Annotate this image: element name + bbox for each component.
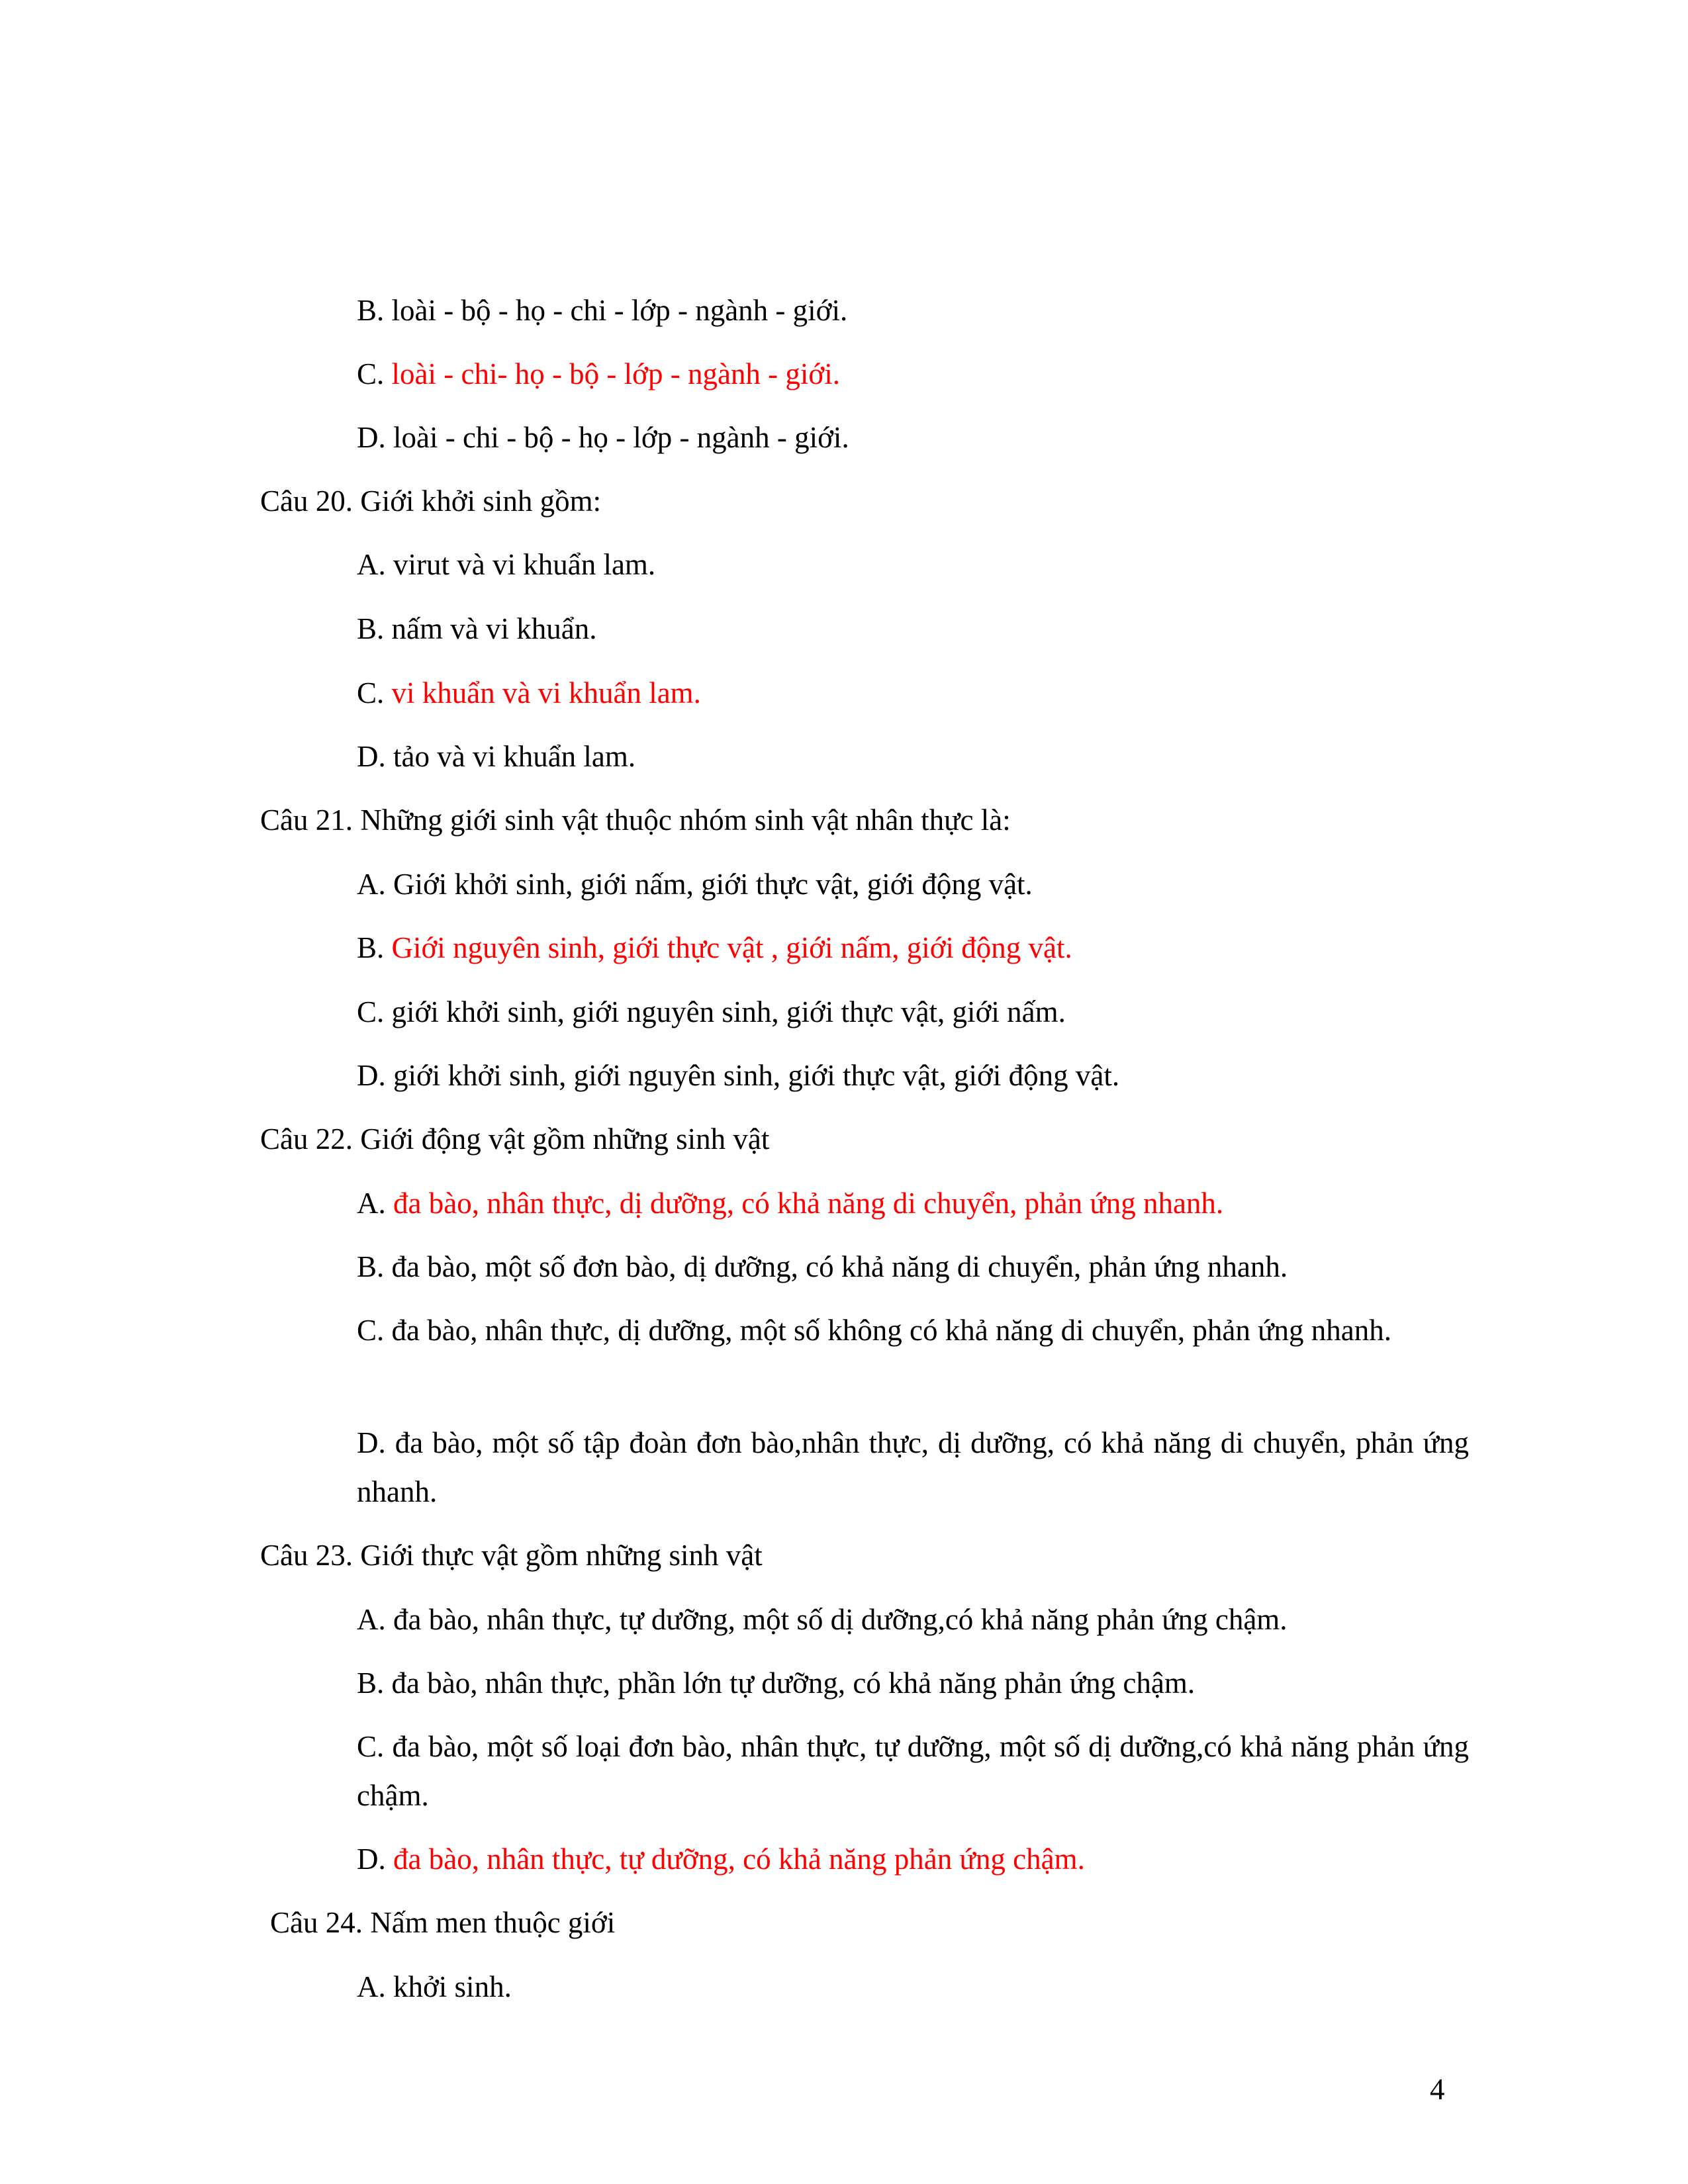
option-text: loài - bộ - họ - chi - lớp - ngành - giới. (391, 294, 848, 327)
option-letter: D. (357, 1843, 386, 1876)
option-text: đa bào, nhân thực, tự dưỡng, một số dị dưỡng,có khả năng phản ứng chậm. (393, 1603, 1288, 1636)
option-letter: A. (357, 1187, 386, 1220)
question-20: Câu 20. Giới khởi sinh gồm: (260, 484, 602, 518)
q21-option-d (357, 1051, 1119, 1100)
option-letter: B. (357, 1250, 385, 1283)
option-letter: C. (357, 1314, 385, 1347)
option-letter: B. (357, 931, 385, 964)
q23-option-b (357, 1659, 1195, 1707)
option-text: đa bào, một số tập đoàn đơn bào,nhân thực, dị dưỡng, có khả năng di chuyển, phản ứng nhanh. (357, 1426, 1469, 1508)
option-letter: B. (357, 294, 385, 327)
option-letter: D. (357, 421, 386, 454)
correct-answer-text: Giới nguyên sinh, giới thực vật , giới nấm, giới động vật. (391, 931, 1072, 964)
correct-answer-text: đa bào, nhân thực, tự dưỡng, có khả năng phản ứng chậm. (393, 1843, 1085, 1876)
question-24: Câu 24. Nấm men thuộc giới (270, 1906, 616, 1939)
q21-option-a (357, 860, 1033, 909)
q21-option-b (357, 923, 1072, 972)
option-letter: A. (357, 868, 386, 901)
option-letter: D. (357, 1426, 386, 1459)
q20-option-a (357, 540, 655, 589)
option-letter: A. (357, 548, 386, 581)
option-letter: C. (357, 995, 385, 1028)
q23-option-a (357, 1595, 1288, 1644)
q20-option-d (357, 732, 635, 781)
option-text: đa bào, một số loại đơn bào, nhân thực, tự dưỡng, một số dị dưỡng,có khả năng phản ứng chậm. (357, 1730, 1469, 1812)
option-text: khởi sinh. (393, 1970, 512, 2003)
option-letter: C. (357, 357, 385, 390)
option-text: virut và vi khuẩn lam. (393, 548, 656, 581)
q22-option-c (357, 1306, 1469, 1355)
option-letter: B. (357, 612, 385, 645)
q24-option-a (357, 1962, 512, 2011)
option-text: đa bào, một số đơn bào, dị dưỡng, có khả năng di chuyển, phản ứng nhanh. (391, 1250, 1288, 1283)
correct-answer-text: loài - chi- họ - bộ - lớp - ngành - giới. (391, 357, 840, 390)
correct-answer-text: đa bào, nhân thực, dị dưỡng, có khả năng di chuyển, phản ứng nhanh. (393, 1187, 1224, 1220)
option-letter: C. (357, 1730, 385, 1763)
option-letter: A. (357, 1603, 386, 1636)
q22-option-d (357, 1418, 1469, 1516)
q19-option-d (357, 413, 849, 462)
option-letter: C. (357, 676, 385, 709)
q22-option-a (357, 1179, 1223, 1228)
option-letter: A. (357, 1970, 386, 2003)
option-letter: D. (357, 740, 386, 773)
q20-option-b (357, 604, 596, 653)
question-22: Câu 22. Giới động vật gồm những sinh vật (260, 1122, 770, 1156)
question-21: Câu 21. Những giới sinh vật thuộc nhóm sinh vật nhân thực là: (260, 803, 1011, 837)
q20-option-c (357, 668, 701, 717)
option-text: tảo và vi khuẩn lam. (393, 740, 636, 773)
question-23: Câu 23. Giới thực vật gồm những sinh vật (260, 1539, 763, 1572)
option-text: giới khởi sinh, giới nguyên sinh, giới thực vật, giới nấm. (391, 995, 1066, 1028)
option-letter: D. (357, 1059, 386, 1092)
q23-option-c (357, 1722, 1469, 1820)
option-letter: B. (357, 1666, 385, 1700)
option-text: loài - chi - bộ - họ - lớp - ngành - giới. (393, 421, 849, 454)
option-text: đa bào, nhân thực, dị dưỡng, một số không có khả năng di chuyển, phản ứng nhanh. (391, 1314, 1391, 1347)
page-number: 4 (1430, 2073, 1445, 2106)
q21-option-c (357, 987, 1066, 1036)
option-text: giới khởi sinh, giới nguyên sinh, giới thực vật, giới động vật. (393, 1059, 1120, 1092)
option-text: nấm và vi khuẩn. (391, 612, 597, 645)
option-text: đa bào, nhân thực, phần lớn tự dưỡng, có khả năng phản ứng chậm. (391, 1666, 1196, 1700)
correct-answer-text: vi khuẩn và vi khuẩn lam. (391, 676, 701, 709)
q23-option-d (357, 1835, 1085, 1884)
q19-option-c (357, 349, 840, 398)
option-text: Giới khởi sinh, giới nấm, giới thực vật, giới động vật. (393, 868, 1033, 901)
q22-option-b (357, 1242, 1288, 1291)
q19-option-b (357, 286, 847, 335)
